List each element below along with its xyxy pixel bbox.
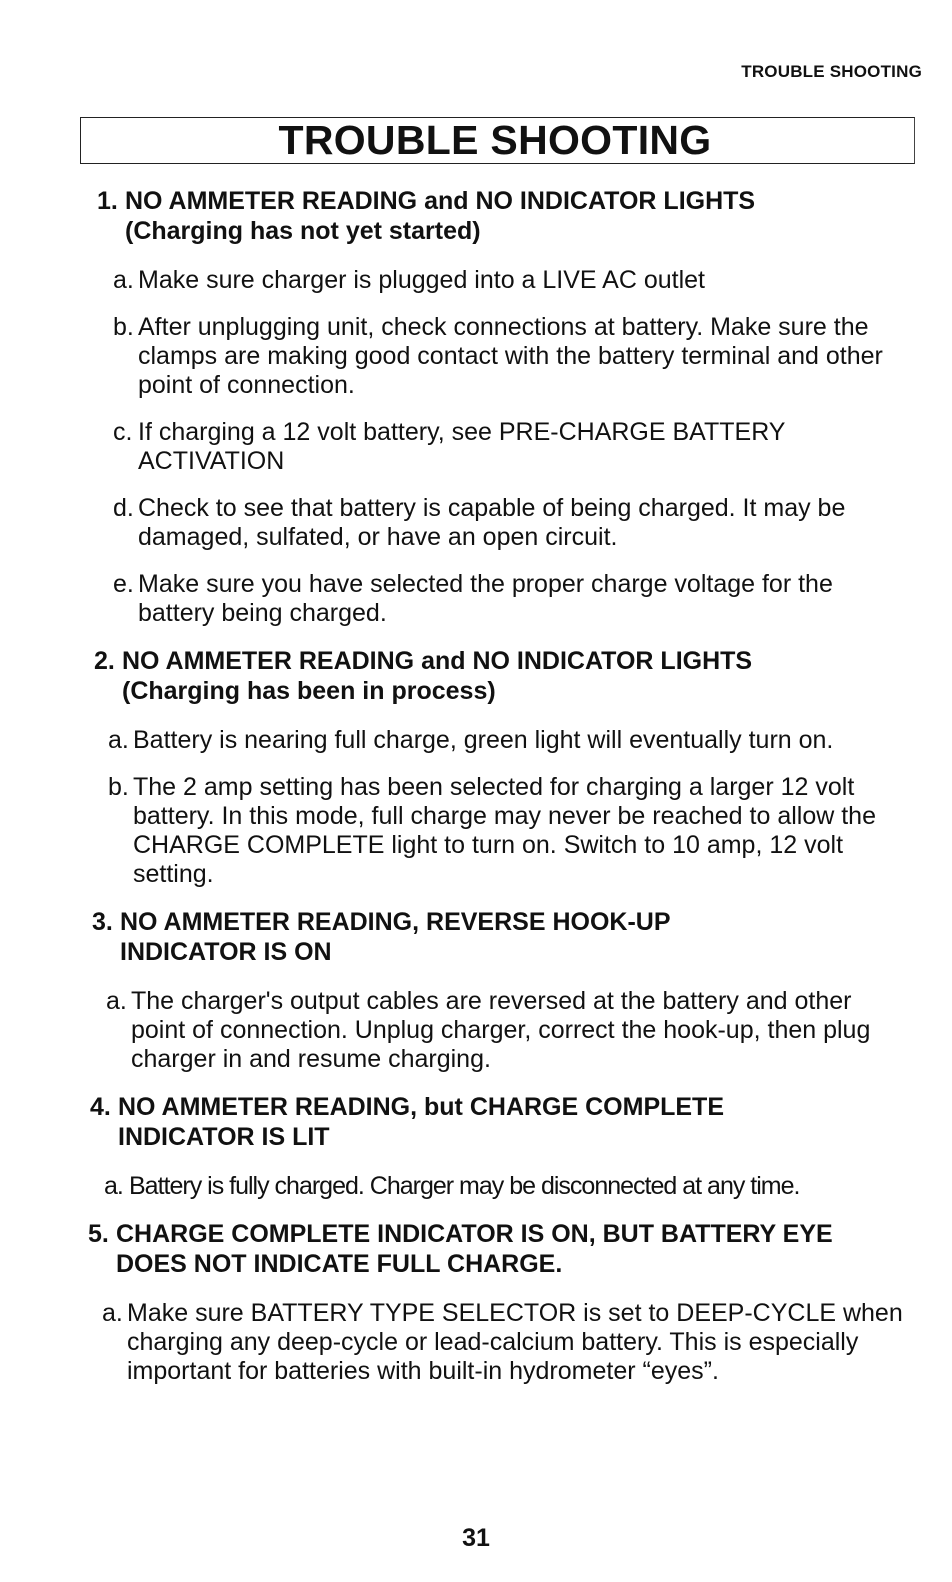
item-text: The charger's output cables are reversed at the battery and other point of connection. Unplug charger, correct the hook-up, then plug charger in and resume charging. bbox=[131, 987, 871, 1073]
item-text: Make sure you have selected the proper charge voltage for the battery being charged. bbox=[138, 570, 833, 627]
section-heading bbox=[92, 907, 772, 967]
list-item bbox=[113, 570, 908, 628]
section-2-items bbox=[108, 726, 908, 889]
item-text: Battery is fully charged. Charger may be disconnected at any time. bbox=[129, 1172, 800, 1200]
item-letter: a. bbox=[104, 1172, 123, 1200]
list-item bbox=[113, 313, 898, 400]
section-4 bbox=[90, 1092, 830, 1152]
section-number: 3. bbox=[92, 908, 113, 936]
item-text: If charging a 12 volt battery, see PRE-CHARGE BATTERY ACTIVATION bbox=[138, 418, 786, 475]
section-number: 2. bbox=[94, 647, 115, 675]
section-1 bbox=[97, 186, 857, 246]
list-item bbox=[102, 1299, 907, 1386]
item-letter: a. bbox=[108, 726, 129, 754]
item-letter: b. bbox=[108, 773, 129, 801]
list-item bbox=[106, 987, 886, 1074]
item-letter: e. bbox=[113, 570, 134, 598]
section-heading-text: NO AMMETER READING and NO INDICATOR LIGHTS (Charging has not yet started) bbox=[125, 187, 756, 245]
item-letter: a. bbox=[106, 987, 127, 1015]
item-letter: a. bbox=[102, 1299, 123, 1327]
list-item bbox=[108, 773, 923, 889]
section-5 bbox=[88, 1219, 878, 1279]
page-number: 31 bbox=[462, 1524, 490, 1552]
item-text: Make sure charger is plugged into a LIVE AC outlet bbox=[138, 266, 705, 294]
section-3-items bbox=[106, 987, 886, 1074]
item-text: The 2 amp setting has been selected for charging a larger 12 volt battery. In this mode, full charge may never be reached to allow the CHARGE COMPLETE light to turn on. Switch to 10 amp, 12 volt setting. bbox=[133, 773, 876, 888]
list-item bbox=[113, 418, 908, 476]
item-letter: b. bbox=[113, 313, 134, 341]
sections bbox=[0, 186, 952, 1404]
section-heading-text: CHARGE COMPLETE INDICATOR IS ON, BUT BATTERY EYE DOES NOT INDICATE FULL CHARGE. bbox=[116, 1220, 833, 1278]
section-heading bbox=[97, 186, 857, 246]
section-heading bbox=[88, 1219, 878, 1279]
item-text: After unplugging unit, check connections at battery. Make sure the clamps are making good contact with the battery terminal and other point of connection. bbox=[138, 313, 883, 399]
running-header: TROUBLE SHOOTING bbox=[741, 62, 922, 81]
section-1-items bbox=[113, 266, 908, 628]
list-item bbox=[108, 726, 908, 755]
section-heading-text: NO AMMETER READING, REVERSE HOOK-UP INDICATOR IS ON bbox=[120, 908, 671, 966]
section-heading-text: NO AMMETER READING and NO INDICATOR LIGHTS (Charging has been in process) bbox=[122, 647, 753, 705]
section-number: 5. bbox=[88, 1220, 109, 1248]
list-item bbox=[113, 494, 908, 552]
section-heading-text: NO AMMETER READING, but CHARGE COMPLETE INDICATOR IS LIT bbox=[118, 1093, 725, 1151]
item-letter: d. bbox=[113, 494, 134, 522]
list-item bbox=[113, 266, 908, 295]
section-heading bbox=[90, 1092, 830, 1152]
list-item bbox=[104, 1172, 924, 1201]
item-text: Check to see that battery is capable of being charged. It may be damaged, sulfated, or have an open circuit. bbox=[138, 494, 846, 551]
item-letter: a. bbox=[113, 266, 134, 294]
section-heading bbox=[94, 646, 854, 706]
section-4-items bbox=[104, 1172, 924, 1201]
section-2 bbox=[94, 646, 854, 706]
section-number: 1. bbox=[97, 187, 118, 215]
section-3 bbox=[92, 907, 772, 967]
item-letter: c. bbox=[113, 418, 133, 446]
page-title: TROUBLE SHOOTING bbox=[278, 117, 712, 163]
section-number: 4. bbox=[90, 1093, 111, 1121]
item-text: Make sure BATTERY TYPE SELECTOR is set to DEEP-CYCLE when charging any deep-cycle or lead-calcium battery. This is especially important for batteries with built-in hydrometer “eyes”. bbox=[127, 1299, 903, 1385]
section-5-items bbox=[102, 1299, 907, 1386]
item-text: Battery is nearing full charge, green light will eventually turn on. bbox=[133, 726, 834, 754]
